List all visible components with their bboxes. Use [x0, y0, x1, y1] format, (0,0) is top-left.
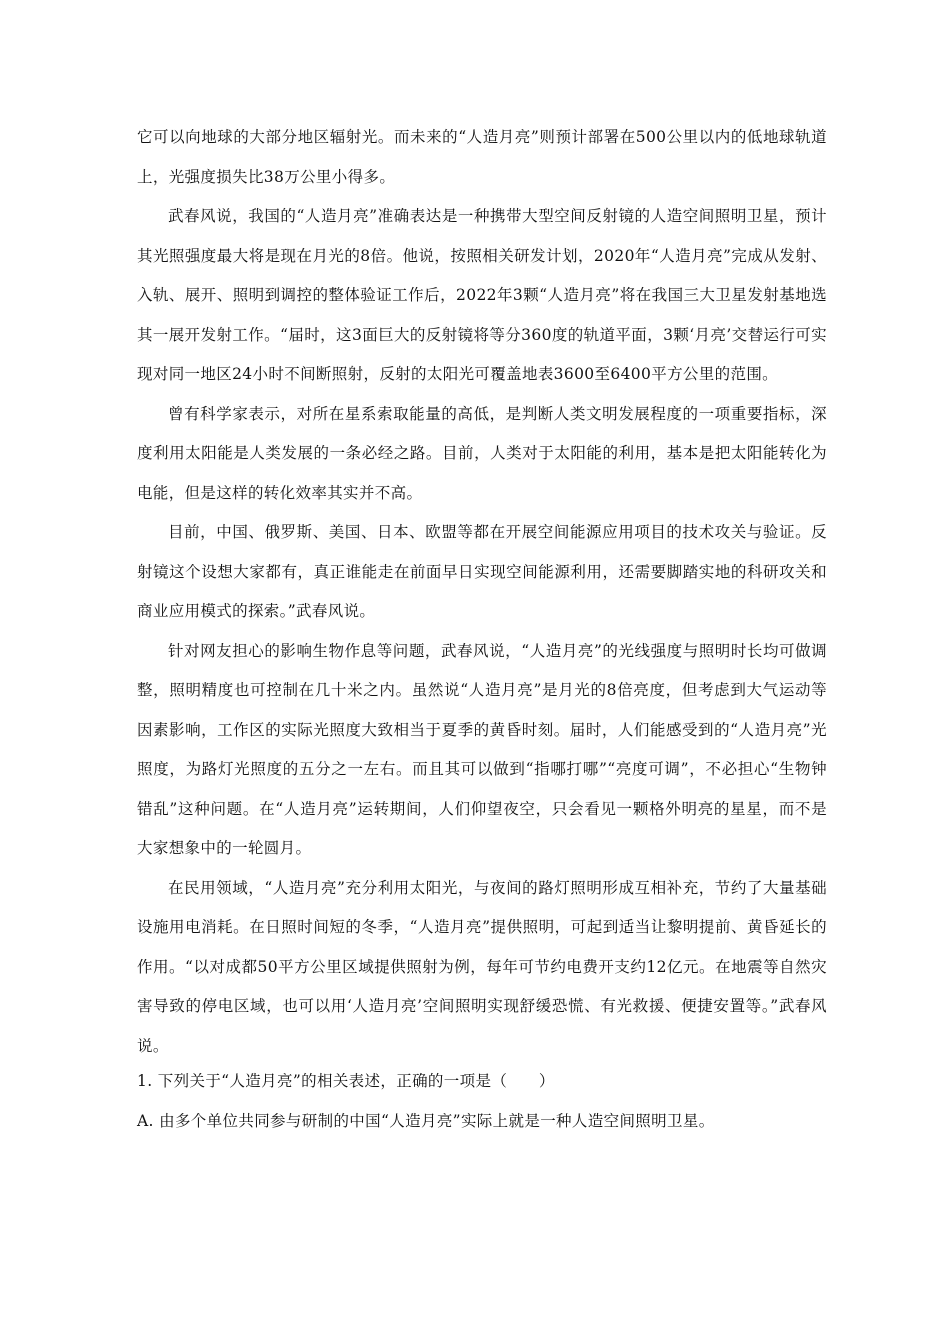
paragraph-4: 针对网友担心的影响生物作息等问题，武春风说，“人造月亮”的光线强度与照明时长均可做调整，照明精度也可控制在几十米之内。虽然说“人造月亮”是月光的8倍亮度，但考虑到大气运动等因素影响，工作区的实际光照度大致相当于夏季的黄昏时刻。届时，人们能感受到的“人造月亮”光照度，为路灯光照度的五分之一左右。而且其可以做到“指哪打哪”“亮度可调”，不必担心“生物钟错乱”这种问题。在“人造月亮”运转期间，人们仰望夜空，只会看见一颗格外明亮的星星，而不是大家想象中的一轮圆月。 [137, 641, 827, 857]
paragraph-2: 曾有科学家表示，对所在星系索取能量的高低，是判断人类文明发展程度的一项重要指标，深度利用太阳能是人类发展的一条必经之路。目前，人类对于太阳能的利用，基本是把太阳能转化为电能，但是这样的转化效率其实并不高。 [137, 404, 827, 502]
paragraph-3: 目前，中国、俄罗斯、美国、日本、欧盟等都在开展空间能源应用项目的技术攻关与验证。反射镜这个设想大家都有，真正谁能走在前面早日实现空间能源利用，还需要脚踏实地的科研攻关和商业应用模式的探索。”武春风说。 [137, 523, 827, 620]
paragraph-1: 武春风说，我国的“人造月亮”准确表达是一种携带大型空间反射镜的人造空间照明卫星，预计其光照强度最大将是现在月光的8倍。他说，按照相关研发计划，2020年“人造月亮”完成从发射、入轨、展开、照明到调控的整体验证工作后，2022年3颗“人造月亮”将在我国三大卫星发射基地选其一展开发射工作。“届时，这3面巨大的反射镜将等分360度的轨道平面，3颗‘月亮’交替运行可实现对同一地区24小时不间断照射，反射的太阳光可覆盖地表3600至6400平方公里的范围。 [137, 207, 827, 383]
article-body [137, 118, 827, 1141]
paragraph-5: 在民用领域，“人造月亮”充分利用太阳光，与夜间的路灯照明形成互相补充，节约了大量基础设施用电消耗。在日照时间短的冬季，“人造月亮”提供照明，可起到适当让黎明提前、黄昏延长的作用。“以对成都50平方公里区域提供照射为例，每年可节约电费开支约12亿元。在地震等自然灾害导致的停电区域，也可以用‘人造月亮’空间照明实现舒缓恐慌、有光救援、便捷安置等。”武春风说。 [137, 878, 827, 1055]
option-a: A. 由多个单位共同参与研制的中国“人造月亮”实际上就是一种人造空间照明卫星。 [137, 1111, 715, 1130]
continuation-paragraph: 它可以向地球的大部分地区辐射光。而未来的“人造月亮”则预计部署在500公里以内的低地球轨道上，光强度损失比38万公里小得多。 [137, 128, 827, 186]
question-1: 1. 下列关于“人造月亮”的相关表述，正确的一项是（ ） [137, 1072, 555, 1090]
